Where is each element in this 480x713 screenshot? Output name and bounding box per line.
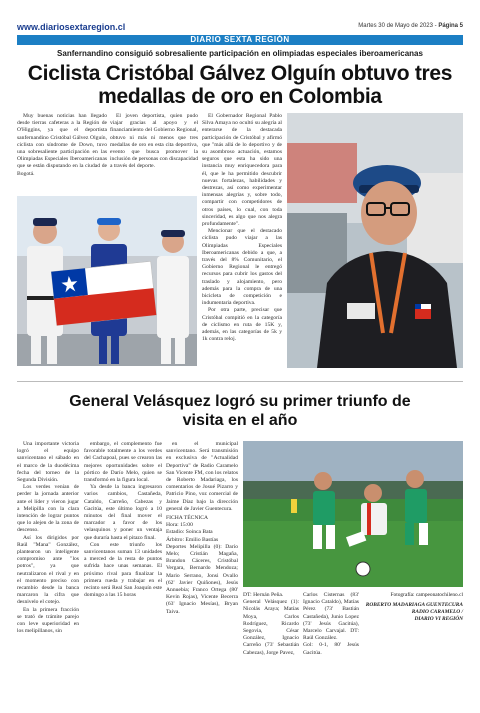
story2-photo-match xyxy=(243,441,463,587)
story2-col2b-text: Ya desde la banca ingresaron varios cambios, Castañeda, Cataldo, Carreño, Cabezas y Gacitúa, este último logró a 10 minutos del final mover el marcador a favor de los velasquinos y poner un ventaja que duraría hasta el pitazo final. xyxy=(84,484,162,541)
story1-col2 xyxy=(110,113,198,193)
band-title: DIARIO SEXTA REGIÓN xyxy=(190,35,290,44)
page-header xyxy=(17,22,463,36)
site-url[interactable]: www.diariosextaregion.cl xyxy=(17,22,126,32)
date-text: Martes 30 de Mayo de 2023 - xyxy=(358,23,439,29)
issue-date xyxy=(358,23,463,29)
story2-col1c-text: Así los dirigidos por Raúl "Mana" González, plantearon un inteligente compromiso ante "los potros", ya que neutralizaron el rival y en el momento preciso con recambio desde la banca marcaron la cifra que desnivelo el cotejo. xyxy=(17,534,79,606)
story1-col3c-text: Por otra parte, precisar que Cristóbal compitió en la categoría de ciclismo en ruta de 15K y, además, en las categorías de 5k y 1k contra reloj. xyxy=(202,307,282,343)
story2-credits xyxy=(364,592,463,623)
story2-col3-text: en el municipal sanvicentano. Será transmisión en exclusiva de "Actualidad Deportiva" de Radio Caramelo San Vicente FM, con los relatos de Roberto Madariaga, los comentarios de Josué Pizarro y Patricio Pino, voz comercial de Jaime Díaz bajo la dirección general de Javier Guentecura. xyxy=(166,441,238,512)
ficha-tecnica-body: Hora: 15:00 Estadio: Soinca Bata Árbitro: Emilio Bastías Deportes Melipilla (0): Darío Melo; Cristián Magaña, Brandon Cáceres, Cristóbal Vergara, Bernardo Mendoza; Mario Serrano, Jonsi Ovallo (62' Javier Quiñones), Jesús Annuebia; Franco Ortega (80' Kevin Rojas), Vicente Becerra (63' Ignacio Mesías), Bryan Taiva. xyxy=(166,522,238,615)
ficha-tecnica-title: FICHA TÉCNICA xyxy=(166,515,209,522)
byline-outlet-1: RADIO CARAMELO / xyxy=(411,609,463,615)
story1-col3-text: El Gobernador Regional Pablo Silva Amaya no ocultó su alegría al enterarse de la destacada participación de Cristóbal y afirmó que "más allá de lo deportivo y de su asombroso actuación, estamos seguros que esta ha sido una instancia muy enriquecedora para él, que le ha permitido descubrir nuevas fortalezas, habilidades y destrezas, así como experimentar inmensas alegrías y, sobre todo, compartir con competidores de otros países, lo cual, con toda sinceridad, es algo que nos alegra profundamente". xyxy=(202,113,282,228)
byline-name: ROBERTO MADARIAGA GUENTECURA xyxy=(365,602,463,608)
story2-col2 xyxy=(84,441,162,696)
story1-col2-text: El joven deportista, quien pudo viajar gracias al apoyo y el financiamiento del Gobierno Regional, obtuvo ni más ni menos que tres medallas de oro en esta cita deportiva, evento que busca promover la inclusión de personas con discapacidad a través del deporte. xyxy=(110,113,198,170)
story2-col1d-text: En la primera fracción se trató de trámite parejo con leve superioridad en los melipillanos, sin xyxy=(17,606,79,635)
story2-col2c-text: Con este triunfo los sanvicentanos suman 13 unidades a merced de la resta de puntos sufrida hace unas semanas. El próximo rival para finalizar la primera rueda y trabajar en el recinto será Real San Joaquín este domingo a las 15 horas xyxy=(84,541,162,599)
section-band xyxy=(17,35,463,45)
story2-col1b-text: Los verdes venían de perder la jornada anterior ante el líder y vieron jugar a Melipilla con la clara intención de lograr puntos que lo alejen de la zona de descenso. xyxy=(17,484,79,534)
story1-col1-text: Muy buenas noticias han llegado desde tierras cafeteras a la Región de O'Higgins, ya que el deportista sanfernandino Cristóbal Gálvez Olguín, ciclista con síndrome de Down, tuvo una sobresaliente participación en las Olimpiadas Especiales Iberoamericanas que se están disputando en la ciudad de Bogotá. xyxy=(17,113,107,177)
story1-photo-group xyxy=(17,196,197,366)
story1-kicker: Sanfernandino consiguió sobresaliente participación en olimpiadas especiales iberoamericanas xyxy=(57,49,423,58)
story2-col4-text: DT: Hernán Peña. General Velásquez (1): Nicolás Araya; Matías Moya, Carlos Rodríguez, Ricardo Segovia, César González, Ignacio Carreño (73' Sebastián Cabezas), Jorge Pavez, xyxy=(243,592,299,656)
story2-col2-text: embargo, el complemento fue favorable totalmente a los verdes del Cachapoal, pues se crearon las mejores oportunidades sobre el pórtico de Darío Melo, quien se transformó en la figura local. xyxy=(84,441,162,484)
story2-col1 xyxy=(17,441,79,696)
story2-col3 xyxy=(166,441,238,696)
story1-col3 xyxy=(202,113,282,368)
story2-col1-text: Una importante victoria logró el equipo sanvicentano el sábado en el marco de la duodécima fecha del torneo de la Segunda División. xyxy=(17,441,79,484)
photo-credit: Fotografía: campeonatochileno.cl xyxy=(390,592,463,598)
byline-outlet-2: DIARIO VI REGIÓN xyxy=(414,616,463,622)
story2-col4 xyxy=(243,592,299,702)
story2-col5 xyxy=(303,592,359,702)
story1-col3b-text: Mencionar que el destacado ciclista pudo viajar a las Olimpiadas Especiales Iberoamericanas debido a que, a través del 8% Comunitario, el Gobierno Regional le entregó recursos para cubrir los gastos del traslado y alojamiento, pero además para la compra de una bicicleta de competición e indumentaria deportiva. xyxy=(202,228,282,307)
story1-col1 xyxy=(17,113,107,193)
story2-col5-text: Carlos Cisternas (83' Ignacio Cataldo), Matías Pérez (73' Bastián Castañeda), Junio Lopez (73' Jesús Gacitúa), Marcelo Carvajal. DT: Raúl González. Gol: 0-1, 80' Jesús Gacitúa. xyxy=(303,592,359,656)
story1-photo-portrait xyxy=(287,113,463,368)
page-number: Página 5 xyxy=(438,23,463,29)
story1-headline: Ciclista Cristóbal Gálvez Olguín obtuvo tres medallas de oro en Colombia xyxy=(27,62,453,108)
story2-headline: General Velásquez logró su primer triunfo de visita en el año xyxy=(69,393,411,429)
section-divider xyxy=(17,381,463,382)
